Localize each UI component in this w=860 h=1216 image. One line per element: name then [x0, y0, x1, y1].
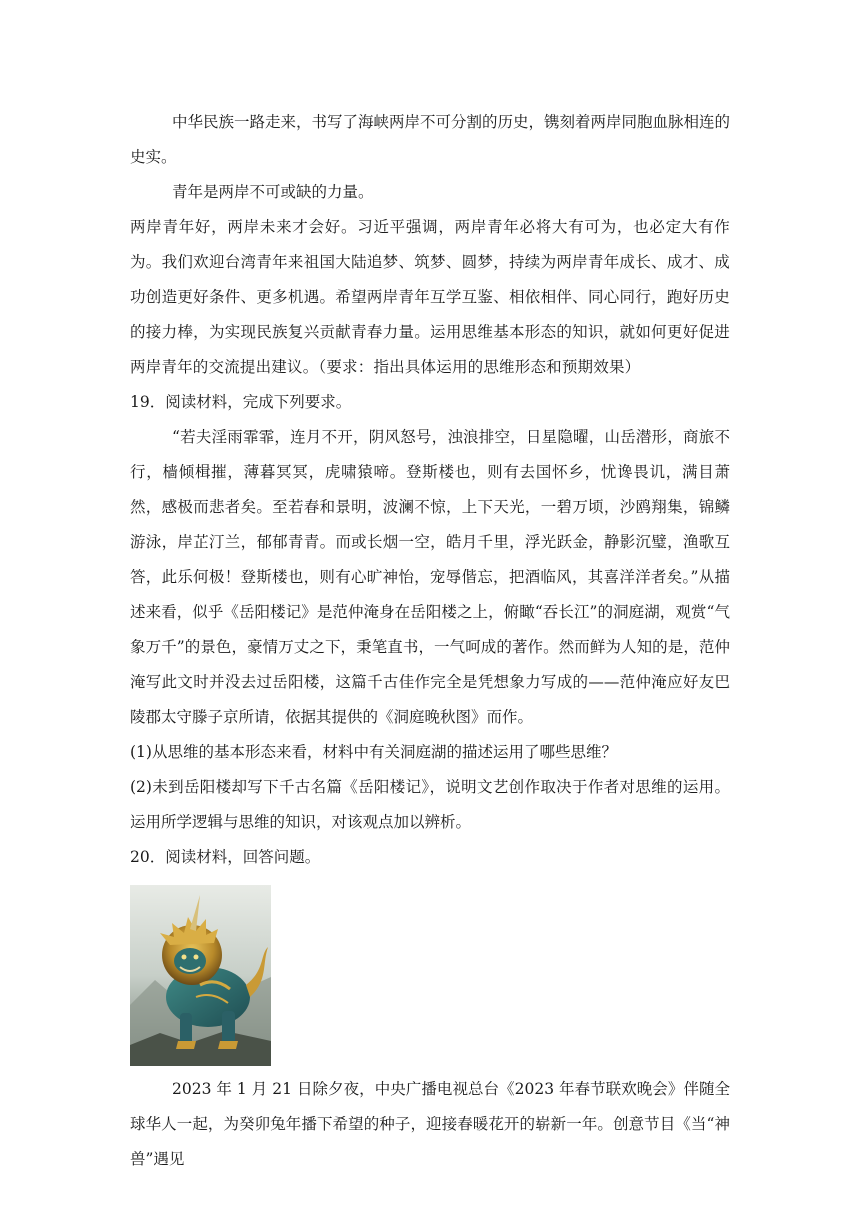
document-content [130, 105, 730, 1177]
question-20-material: 2023 年 1 月 21 日除夕夜，中央广播电视总台《2023 年春节联欢晚会》伴随全球华人一起，为癸卯兔年播下希望的种子，迎接春暖花开的崭新一年。创意节目《当“神兽”遇见 [130, 1080, 730, 1168]
paragraph-youth-exchange: 两岸青年好，两岸未来才会好。习近平强调，两岸青年必将大有可为，也必定大有作为。我们欢迎台湾青年来祖国大陆追梦、筑梦、圆梦，持续为两岸青年成长、成才、成功创造更好条件、更多机遇。希望两岸青年互学互鉴、相依相伴、同心同行，跑好历史的接力棒，为实现民族复兴贡献青春力量。运用思维基本形态的知识，就如何更好促进两岸青年的交流提出建议。（要求：指出具体运用的思维形态和预期效果） [130, 218, 730, 376]
paragraph-history: 中华民族一路走来，书写了海峡两岸不可分割的历史，镌刻着两岸同胞血脉相连的史实。 [130, 113, 731, 166]
paragraph-youth-power: 青年是两岸不可或缺的力量。 [172, 183, 374, 201]
mythical-beast-image [130, 885, 271, 1066]
question-19-title: 19．阅读材料，完成下列要求。 [130, 393, 352, 411]
question-19-sub2: (2)未到岳阳楼却写下千古名篇《岳阳楼记》，说明文艺创作取决于作者对思维的运用。运用所学逻辑与思维的知识，对该观点加以辨析。 [130, 778, 730, 831]
question-19-material: “若夫淫雨霏霏，连月不开，阴风怒号，浊浪排空，日星隐曜，山岳潜形，商旅不行，樯倾楫摧，薄暮冥冥，虎啸猿啼。登斯楼也，则有去国怀乡，忧谗畏讥，满目萧然，感极而悲者矣。至若春和景明，波澜不惊，上下天光，一碧万顷，沙鸥翔集，锦鳞游泳，岸芷汀兰，郁郁青青。而或长烟一空，皓月千里，浮光跃金，静影沉璧，渔歌互答，此乐何极！登斯楼也，则有心旷神怡，宠辱偕忘，把酒临风，其喜洋洋者矣。”从描述来看，似乎《岳阳楼记》是范仲淹身在岳阳楼之上，俯瞰“吞长江”的洞庭湖，观赏“气象万千”的景色，豪情万丈之下，秉笔直书，一气呵成的著作。然而鲜为人知的是，范仲淹写此文时并没去过岳阳楼，这篇千古佳作完全是凭想象力写成的——范仲淹应好友巴陵郡太守滕子京所请，依据其提供的《洞庭晚秋图》而作。 [130, 428, 730, 726]
question-19-sub1: (1)从思维的基本形态来看，材料中有关洞庭湖的描述运用了哪些思维？ [130, 743, 617, 761]
question-20-title: 20．阅读材料，回答问题。 [130, 848, 321, 866]
